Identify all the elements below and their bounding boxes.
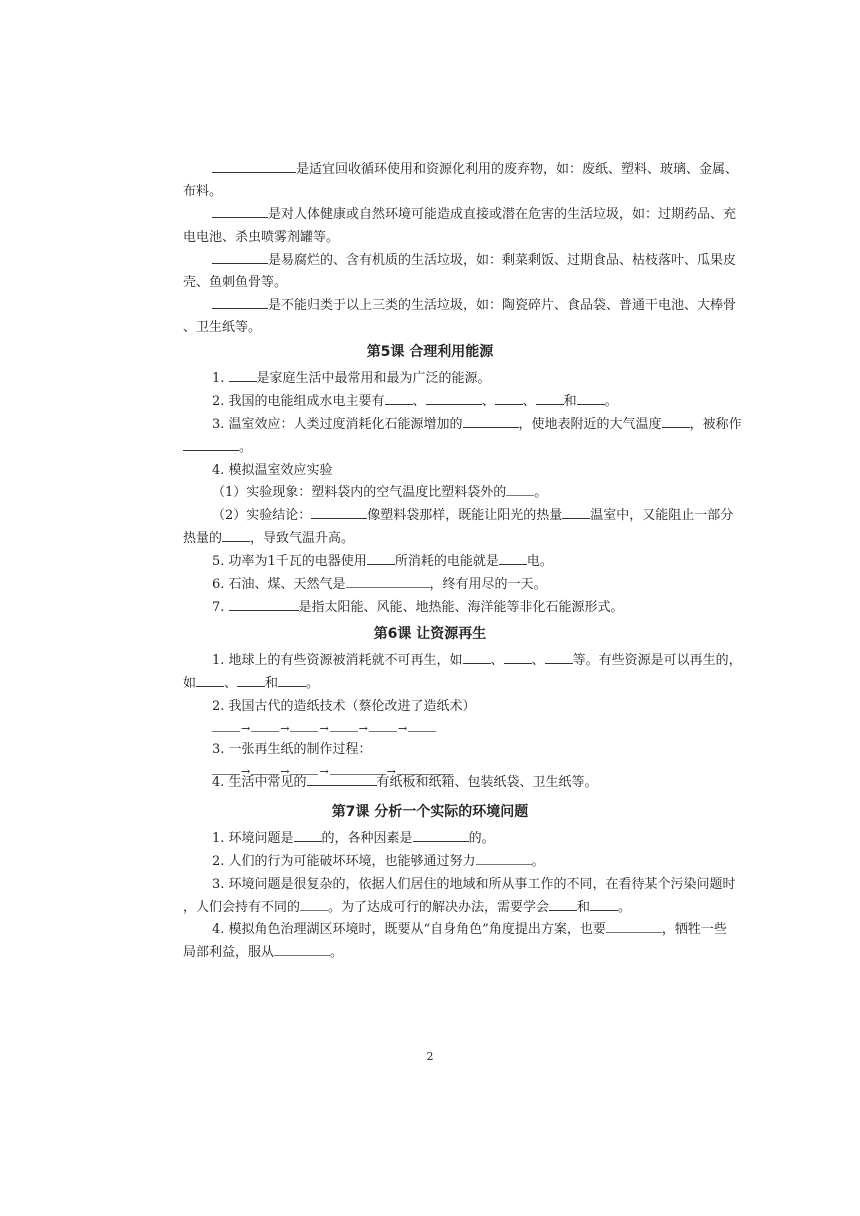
papermaking-steps: [212, 719, 436, 739]
lesson5-q4-2: （2）实验结论： 像塑料袋那样，既能让阳光的热量 温室中，又能阻止一部分: [212, 508, 734, 523]
answer-blank[interactable]: [300, 898, 328, 911]
answer-blank[interactable]: [274, 943, 330, 956]
answer-blank[interactable]: [346, 575, 430, 588]
answer-blank[interactable]: [212, 205, 268, 218]
arrow-icon: →: [397, 722, 408, 735]
answer-blank[interactable]: [278, 674, 306, 687]
arrow-icon: →: [241, 722, 251, 735]
step-blank[interactable]: [251, 719, 279, 732]
lesson6-q1: 1. 地球上的有些资源被消耗就不可再生，如 、 、 等。有些资源是可以再生的，: [212, 653, 742, 668]
answer-blank[interactable]: [367, 552, 395, 565]
lesson6-q1-cont: 如 、 和 。: [183, 676, 320, 691]
waste-hazardous-line: 是对人体健康或自然环境可能造成直接或潜在危害的生活垃圾，如：过期药品、充: [212, 205, 736, 225]
answer-blank[interactable]: [499, 552, 527, 565]
lesson5-q7: 7. 是指太阳能、风能、地热能、海洋能等非化石能源形式。: [212, 600, 624, 615]
answer-blank[interactable]: [307, 773, 377, 786]
answer-blank[interactable]: [229, 369, 257, 382]
waste-recyclable-cont: 布料。: [183, 184, 223, 199]
lesson6-title: 第6课 让资源再生: [373, 626, 487, 642]
answer-blank[interactable]: [222, 529, 250, 542]
lesson6-q3: 3. 一张再生纸的制作过程：: [212, 742, 372, 757]
answer-blank[interactable]: [237, 674, 265, 687]
step-blank[interactable]: [330, 719, 358, 732]
lesson5-q4: 4. 模拟温室效应实验: [212, 463, 333, 478]
answer-blank[interactable]: [590, 898, 618, 911]
answer-blank[interactable]: [504, 651, 532, 664]
answer-blank[interactable]: [476, 852, 532, 865]
lesson7-title: 第7课 分析一个实际的环境问题: [331, 804, 529, 820]
answer-blank[interactable]: [536, 392, 564, 405]
lesson7-q1: 1. 环境问题是 的，各种因素是 的。: [212, 831, 495, 846]
lesson6-q4: 4. 生活中常见的 有纸板和纸箱、包装纸袋、卫生纸等。: [212, 775, 598, 790]
lesson5-q5: 5. 功率为1千瓦的电器使用 所消耗的电能就是 电。: [212, 554, 553, 569]
answer-blank[interactable]: [463, 651, 491, 664]
answer-blank[interactable]: [196, 674, 224, 687]
arrow-icon: →: [280, 722, 290, 735]
waste-kitchen-line: 是易腐烂的、含有机质的生活垃圾，如：剩菜剩饭、过期食品、枯枝落叶、瓜果皮: [212, 251, 736, 271]
lesson5-q6: 6. 石油、煤、天然气是 ，终有用尽的一天。: [212, 577, 547, 592]
step-blank[interactable]: [212, 719, 240, 732]
answer-blank[interactable]: [545, 651, 573, 664]
answer-blank[interactable]: [463, 415, 519, 428]
answer-blank[interactable]: [606, 920, 662, 933]
arrow-icon: →: [241, 765, 251, 778]
lesson7-q3: 3. 环境问题是很复杂的，依据人们居住的地域和所从事工作的不同，在看待某个污染问题时: [212, 877, 736, 892]
answer-blank[interactable]: [311, 506, 367, 519]
arrow-icon: →: [386, 765, 396, 778]
waste-other-cont: 、卫生纸等。: [183, 320, 262, 335]
answer-blank[interactable]: [426, 392, 482, 405]
lesson7-q2: 2. 人们的行为可能破坏环境，也能够通过努力 。: [212, 854, 545, 869]
lesson7-q3-cont: ，人们会持有不同的 。为了达成可行的解决办法，需要学会 和 。: [183, 900, 632, 915]
waste-hazardous-cont: 电电池、杀虫喷雾剂罐等。: [183, 230, 340, 245]
answer-blank[interactable]: [549, 898, 577, 911]
lesson7-q4-cont: 局部利益，服从 。: [183, 945, 344, 960]
waste-other-line: 是不能归类于以上三类的生活垃圾，如：陶瓷碎片、食品袋、普通干电池、大棒骨: [212, 296, 736, 316]
lesson5-q3-cont: 。: [183, 438, 252, 458]
step-blank[interactable]: [369, 719, 397, 732]
step-blank[interactable]: [408, 719, 436, 732]
answer-blank[interactable]: [495, 392, 523, 405]
lesson5-title: 第5课 合理利用能源: [366, 344, 494, 360]
arrow-icon: →: [319, 722, 329, 735]
answer-blank[interactable]: [577, 392, 605, 405]
waste-recyclable-line: 是适宜回收循环使用和资源化利用的废弃物，如：废纸、塑料、玻璃、金属、: [212, 160, 738, 180]
answer-blank[interactable]: [506, 483, 534, 496]
answer-blank[interactable]: [183, 438, 239, 451]
lesson7-q4: 4. 模拟角色治理湖区环境时，既要从“自身角色”角度提出方案，也要 ，牺牲一些: [212, 922, 727, 937]
lesson6-q2: 2. 我国古代的造纸技术（蔡伦改进了造纸术）: [212, 699, 476, 714]
lesson5-q1: 1. 是家庭生活中最常用和最为广泛的能源。: [212, 371, 491, 386]
answer-blank[interactable]: [212, 160, 296, 173]
lesson5-q4-1: （1）实验现象：塑料袋内的空气温度比塑料袋外的 。: [212, 485, 548, 500]
answer-blank[interactable]: [294, 829, 322, 842]
answer-blank[interactable]: [229, 598, 299, 611]
lesson5-q3: 3. 温室效应：人类过度消耗化石能源增加的 ，使地表附近的大气温度 ，被称作: [212, 417, 742, 432]
page-number: 2: [426, 1050, 434, 1063]
answer-blank[interactable]: [385, 392, 413, 405]
answer-blank[interactable]: [562, 506, 590, 519]
arrow-icon: →: [358, 722, 368, 735]
answer-blank[interactable]: [662, 415, 690, 428]
arrow-icon: →: [319, 765, 329, 778]
answer-blank[interactable]: [212, 251, 268, 264]
waste-kitchen-cont: 壳、鱼刺鱼骨等。: [183, 275, 288, 290]
answer-blank[interactable]: [413, 829, 469, 842]
step-blank[interactable]: [290, 719, 318, 732]
answer-blank[interactable]: [212, 296, 268, 309]
lesson5-q2: 2. 我国的电能组成水电主要有 、 、 、 和 。: [212, 394, 618, 409]
lesson5-q4-2-cont: 热量的 ，导致气温升高。: [183, 531, 355, 546]
arrow-icon: →: [280, 765, 290, 778]
